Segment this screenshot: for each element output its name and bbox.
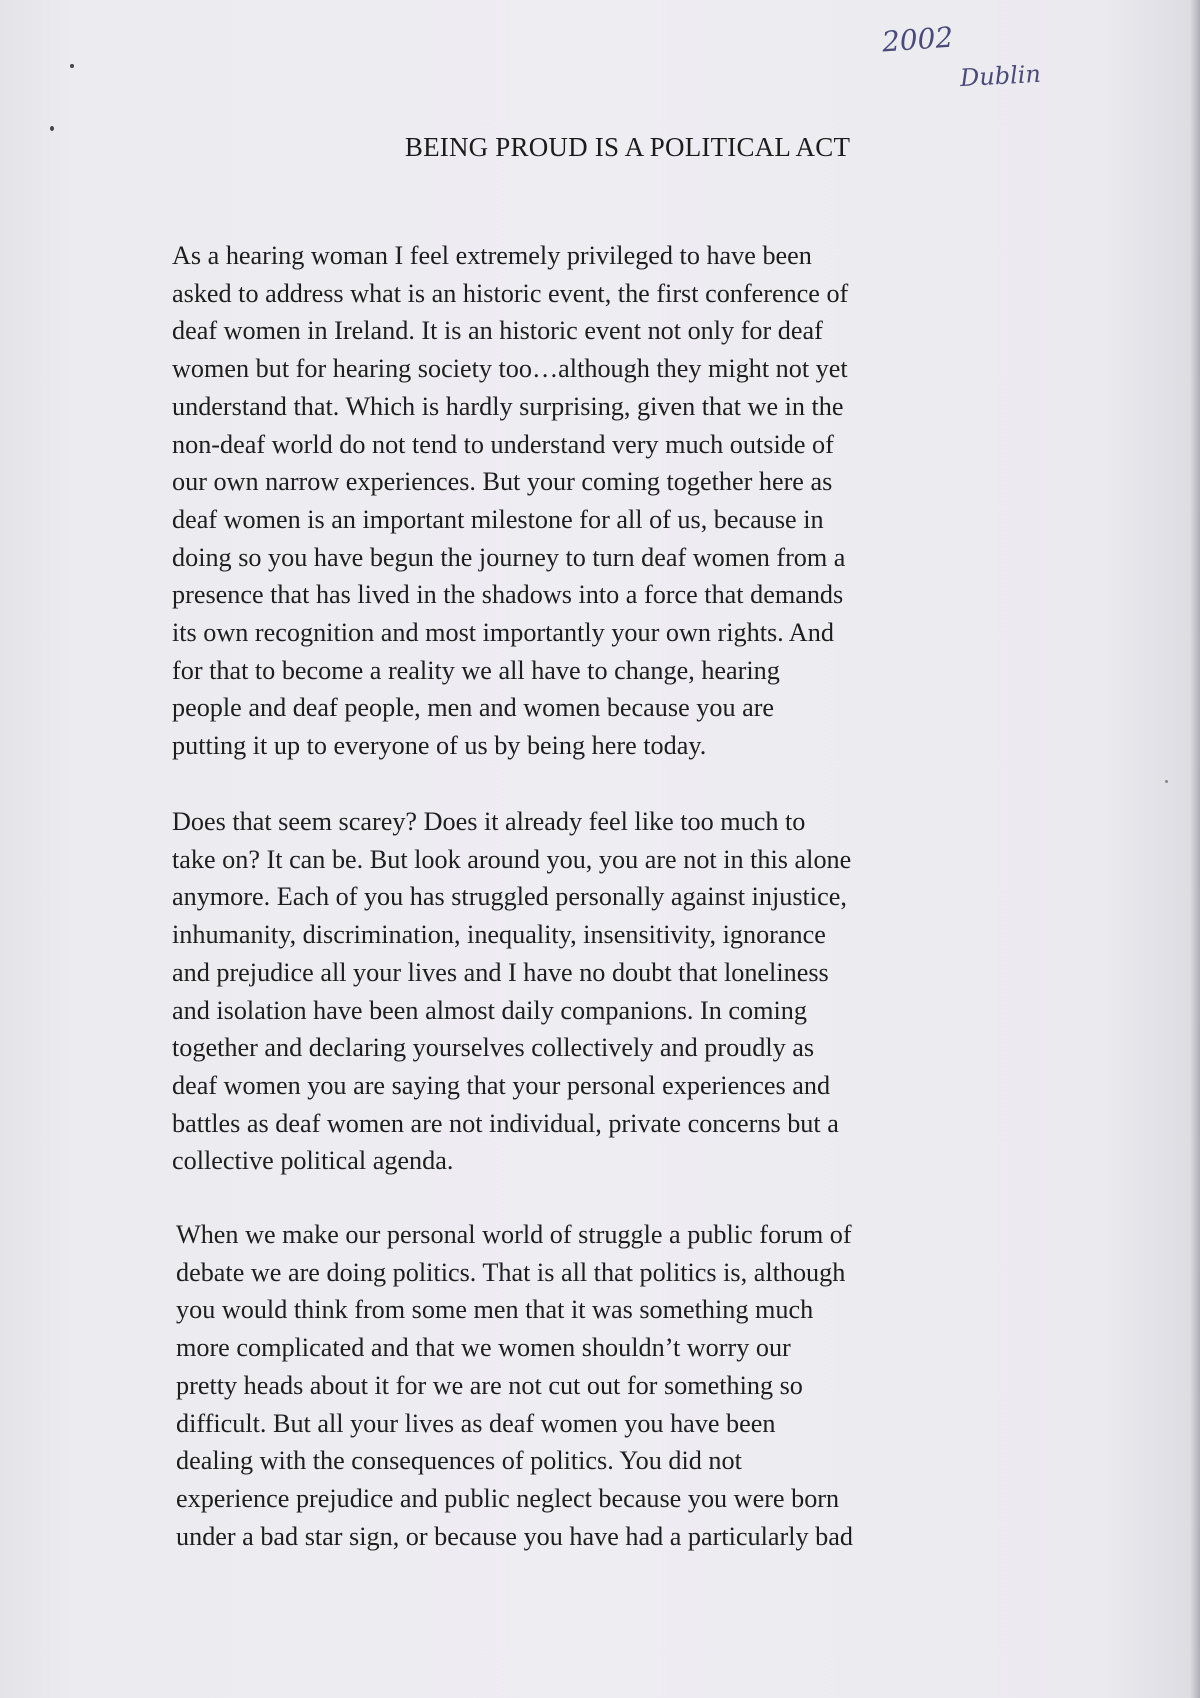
scan-speck xyxy=(1165,780,1168,783)
text-line: people and deaf people, men and women because you are xyxy=(172,693,775,723)
handwritten-location: Dublin xyxy=(959,59,1042,93)
text-line: When we make our personal world of struggle a public forum of xyxy=(176,1220,852,1249)
text-line: for that to become a reality we all have to change, hearing xyxy=(172,655,780,685)
text-line: presence that has lived in the shadows into a force that demands xyxy=(172,580,844,610)
page-edge-shadow xyxy=(1190,0,1200,1698)
text-line: non-deaf world do not tend to understand very much outside of xyxy=(172,429,834,459)
text-line: deaf women is an important milestone for all of us, because in xyxy=(172,504,824,534)
text-line: you would think from some men that it was something much xyxy=(176,1295,814,1325)
text-line: our own narrow experiences. But your coming together here as xyxy=(172,467,833,497)
text-line: anymore. Each of you has struggled personally against injustice, xyxy=(172,882,847,912)
paragraph-1 xyxy=(172,237,1042,765)
text-line: its own recognition and most importantly your own rights. And xyxy=(172,618,834,648)
text-line: putting it up to everyone of us by being here today. xyxy=(172,731,707,761)
document-title: BEING PROUD IS A POLITICAL ACT xyxy=(404,132,851,162)
text-line: difficult. But all your lives as deaf women you have been xyxy=(176,1408,776,1438)
text-line: more complicated and that we women shouldn’t worry our xyxy=(176,1333,791,1363)
text-line: and isolation have been almost daily companions. In coming xyxy=(172,995,807,1025)
text-line: understand that. Which is hardly surprising, given that we in the xyxy=(172,391,844,421)
scan-speck xyxy=(50,126,54,131)
text-line: experience prejudice and public neglect because you were born xyxy=(176,1483,840,1513)
text-line: As a hearing woman I feel extremely privileged to have been xyxy=(172,241,812,270)
text-line: doing so you have begun the journey to turn deaf women from a xyxy=(172,542,846,572)
text-line: women but for hearing society too…although they might not yet xyxy=(172,354,848,384)
handwritten-year: 2002 xyxy=(880,20,955,59)
text-line: Does that seem scarey? Does it already feel like too much to xyxy=(172,807,806,836)
text-line: take on? It can be. But look around you, you are not in this alone xyxy=(172,844,852,874)
text-line: debate we are doing politics. That is all that politics is, although xyxy=(176,1257,846,1287)
text-line: under a bad star sign, or because you have had a particularly bad xyxy=(176,1521,853,1551)
text-line: together and declaring yourselves collectively and proudly as xyxy=(172,1033,815,1063)
text-line: dealing with the consequences of politics. You did not xyxy=(176,1446,742,1476)
scan-speck xyxy=(70,64,74,68)
text-line: pretty heads about it for we are not cut out for something so xyxy=(176,1370,803,1400)
paragraph-3 xyxy=(176,1216,1046,1555)
text-line: asked to address what is an historic event, the first conference of xyxy=(172,278,849,308)
text-line: inhumanity, discrimination, inequality, insensitivity, ignorance xyxy=(172,920,826,950)
text-line: battles as deaf women are not individual, private concerns but a xyxy=(172,1108,839,1138)
text-line: deaf women in Ireland. It is an historic event not only for deaf xyxy=(172,316,823,346)
text-line: and prejudice all your lives and I have no doubt that loneliness xyxy=(172,957,829,987)
paragraph-2 xyxy=(172,803,1042,1180)
text-line: collective political agenda. xyxy=(172,1146,454,1176)
text-line: deaf women you are saying that your personal experiences and xyxy=(172,1070,831,1100)
